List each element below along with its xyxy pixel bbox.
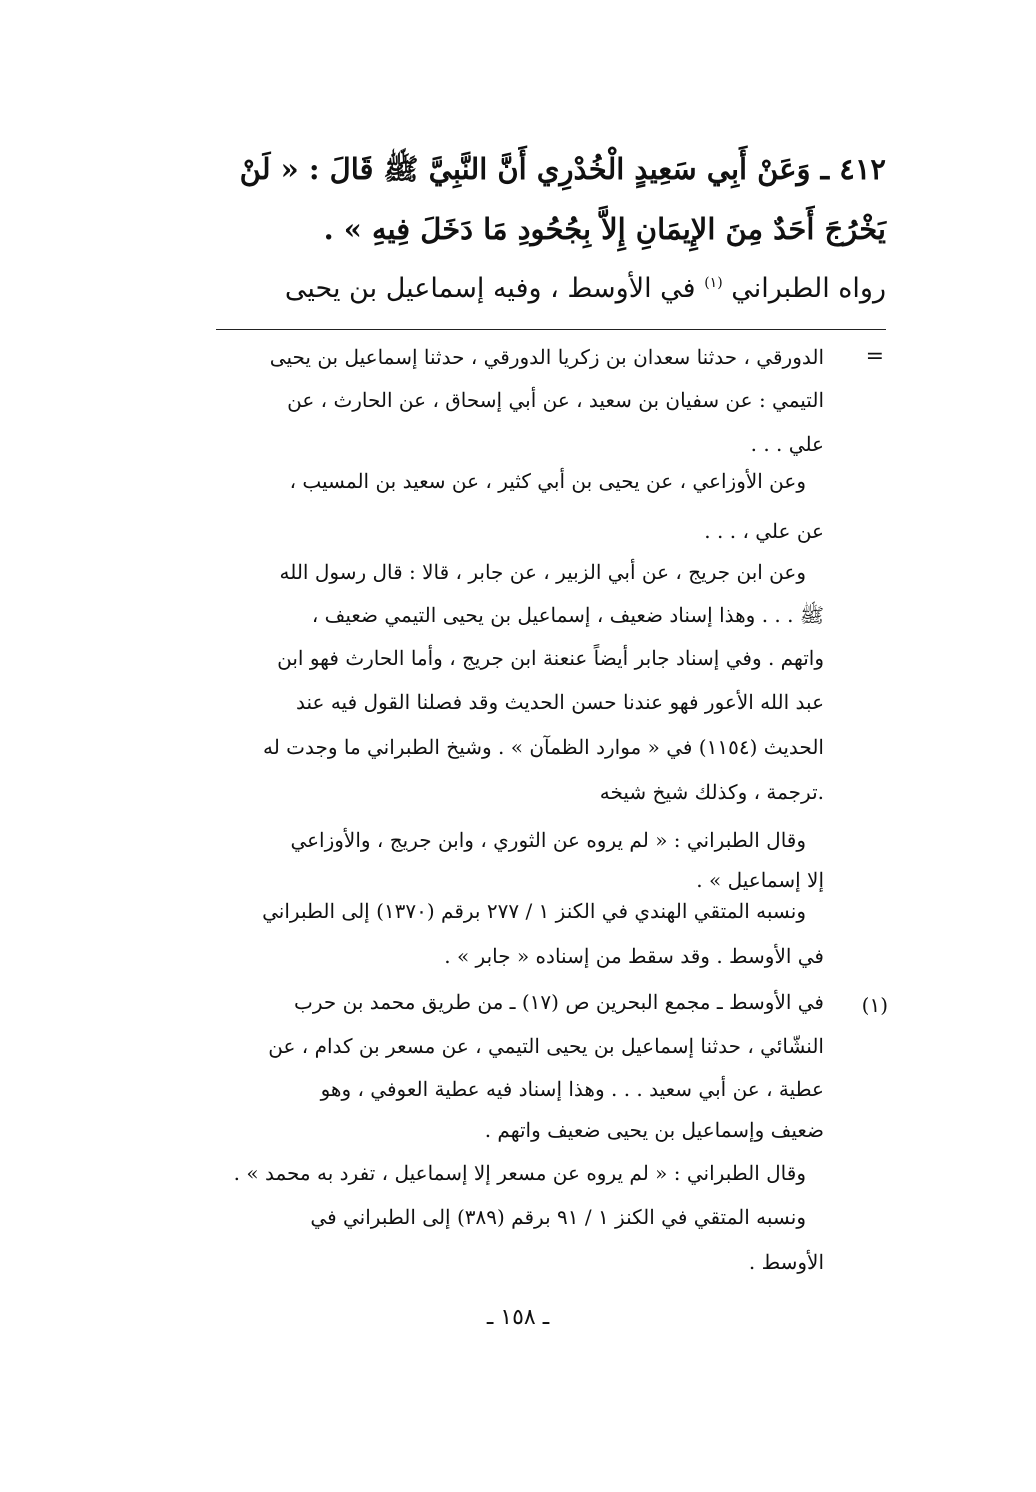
hadith-line-2: يَخْرُجَ أَحَدٌ مِنَ الإِيمَانِ إِلاَّ بِجُحُودِ مَا دَخَلَ فِيهِ » . <box>323 212 886 246</box>
footnote-line: عطية ، عن أبي سعيد . . . وهذا إسناد فيه عطية العوفي ، وهو <box>320 1077 824 1101</box>
footnote-line: عبد الله الأعور فهو عندنا حسن الحديث وقد فصلنا القول فيه عند <box>296 690 824 714</box>
footnote-line: وعن ابن جريج ، عن أبي الزبير ، عن جابر ، قالا : قال رسول الله <box>279 560 806 584</box>
footnote-line: الدورقي ، حدثنا سعدان بن زكريا الدورقي ، حدثنا إسماعيل بن يحيى <box>269 345 824 369</box>
footnote-line: ضعيف وإسماعيل بن يحيى ضعيف واتهم . <box>484 1118 824 1142</box>
footnote-line: النشّائي ، حدثنا إسماعيل بن يحيى التيمي ، عن مسعر بن كدام ، عن <box>268 1034 824 1058</box>
continuation-marker: = <box>865 344 884 369</box>
footnote-line: الحديث (١١٥٤) في « موارد الظمآن » . وشيخ الطبراني ما وجدت له <box>262 735 824 759</box>
footnote-line: .ترجمة ، وكذلك شيخ شيخه <box>599 780 824 804</box>
page-number: ـ ١٥٨ ـ <box>486 1305 550 1330</box>
footnote-line: في الأوسط . وقد سقط من إسناده « جابر » . <box>444 944 824 968</box>
footnote-line: إلا إسماعيل » . <box>696 868 824 892</box>
hadith-line-1: ٤١٢ ـ وَعَنْ أَبِي سَعِيدٍ الْخُدْرِي أَنَّ النَّبِيَّ ﷺ قَالَ : « لَنْ <box>239 152 886 186</box>
footnote-line: التيمي : عن سفيان بن سعيد ، عن أبي إسحاق ، عن الحارث ، عن <box>287 388 824 412</box>
footnote-line: الأوسط . <box>748 1250 824 1274</box>
footnote-separator <box>216 329 886 330</box>
footnote-line: علي . . . <box>750 432 824 456</box>
footnote-line: وقال الطبراني : « لم يروه عن الثوري ، وابن جريج ، والأوزاعي <box>290 828 806 852</box>
footnote-line: وقال الطبراني : « لم يروه عن مسعر إلا إسماعيل ، تفرد به محمد » . <box>233 1161 806 1185</box>
footnote-reference: (١) <box>704 275 723 291</box>
hadith-line-3 <box>285 273 886 304</box>
footnote-line: في الأوسط ـ مجمع البحرين ص (١٧) ـ من طريق محمد بن حرب <box>294 990 824 1014</box>
footnote-line: وعن الأوزاعي ، عن يحيى بن أبي كثير ، عن سعيد بن المسيب ، <box>289 469 806 493</box>
footnote-1-marker: (١) <box>861 993 888 1017</box>
footnote-line: ﷺ . . . وهذا إسناد ضعيف ، إسماعيل بن يحيى التيمي ضعيف ، <box>311 603 824 627</box>
footnote-line: واتهم . وفي إسناد جابر أيضاً عنعنة ابن جريج ، وأما الحارث فهو ابن <box>277 646 824 670</box>
narration-text-cont: في الأوسط ، وفيه إسماعيل بن يحيى <box>284 273 696 304</box>
narration-text: رواه الطبراني <box>731 273 886 304</box>
footnote-line: ونسبه المتقي الهندي في الكنز ١ / ٢٧٧ برقم (١٣٧٠) إلى الطبراني <box>262 899 806 923</box>
footnote-line: ونسبه المتقي في الكنز ١ / ٩١ برقم (٣٨٩) إلى الطبراني في <box>310 1205 806 1229</box>
footnote-line: عن علي ، . . . <box>704 519 824 543</box>
